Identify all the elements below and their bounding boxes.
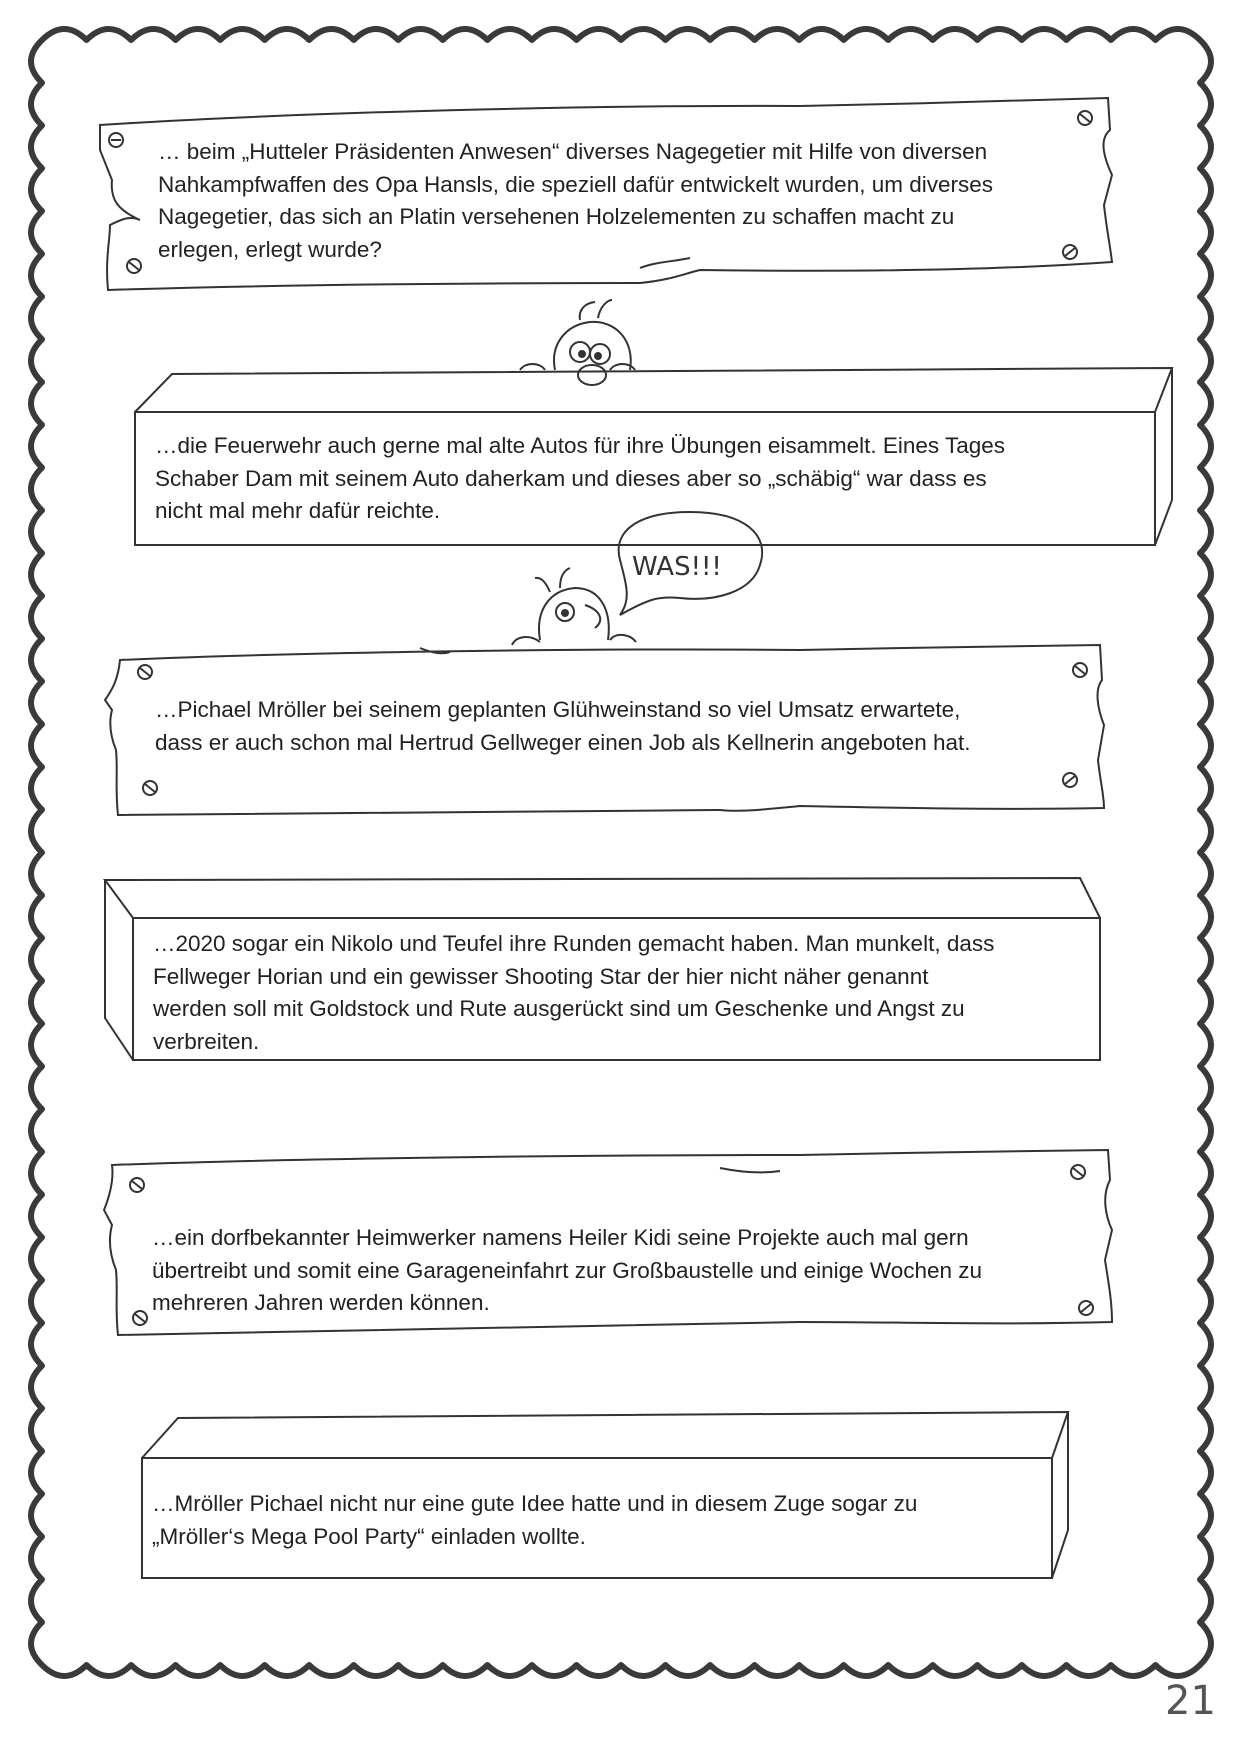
entry-line: …die Feuerwehr auch gerne mal alte Autos für ihre Übungen eisammelt. Eines Tages [155, 433, 1006, 458]
entry-line: mehreren Jahren werden können. [152, 1290, 490, 1315]
entry-line: werden soll mit Goldstock und Rute ausgerückt sind um Geschenke und Angst zu [153, 996, 965, 1021]
entry-line: „Mröller‘s Mega Pool Party“ einladen wollte. [152, 1523, 586, 1549]
speech-bubble-text: WAS!!! [632, 552, 722, 582]
entry-3-text [155, 694, 970, 759]
entry-1-text [158, 136, 993, 266]
entry-line: …Mröller Pichael nicht nur eine gute Idee hatte und in diesem Zuge sogar zu [152, 1491, 918, 1516]
entry-line: Schaber Dam mit seinem Auto daherkam und dieses aber so „schäbig“ war dass es [155, 465, 987, 491]
entry-line: …Pichael Mröller bei seinem geplanten Glühweinstand so viel Umsatz erwartete, [155, 697, 961, 722]
entry-line: … beim „Hutteler Präsidenten Anwesen“ diverses Nagegetier mit Hilfe von diversen [158, 139, 988, 164]
entry-line: Fellweger Horian und ein gewisser Shooting Star der hier nicht näher genannt [153, 963, 929, 989]
entry-line: …ein dorfbekannter Heimwerker namens Heiler Kidi seine Projekte auch mal gern [152, 1225, 969, 1250]
entry-line: Nagegetier, das sich an Platin versehenen Holzelementen zu schaffen macht zu [158, 204, 955, 229]
peeking-creature-icon [512, 568, 636, 645]
entry-line: übertreibt und somit eine Garageneinfahrt zur Großbaustelle und einige Wochen zu [152, 1257, 983, 1283]
page-number: 21 [1165, 1678, 1216, 1724]
entry-line: dass er auch schon mal Hertrud Gellweger einen Job als Kellnerin angeboten hat. [155, 729, 971, 755]
entry-line: …2020 sogar ein Nikolo und Teufel ihre Runden gemacht haben. Man munkelt, dass [153, 931, 995, 956]
entry-line: verbreiten. [153, 1028, 260, 1054]
entry-6-text [152, 1488, 917, 1553]
entry-2-text [155, 430, 1005, 528]
entry-line: Nahkampfwaffen des Opa Hansls, die speziell dafür entwickelt wurden, um diverses [158, 171, 993, 197]
wavy-page-frame [31, 29, 1211, 1676]
entry-line: nicht mal mehr dafür reichte. [155, 498, 441, 523]
entry-5-text [152, 1222, 982, 1320]
entry-line: erlegen, erlegt wurde? [158, 236, 382, 262]
entry-4-text [153, 928, 994, 1058]
